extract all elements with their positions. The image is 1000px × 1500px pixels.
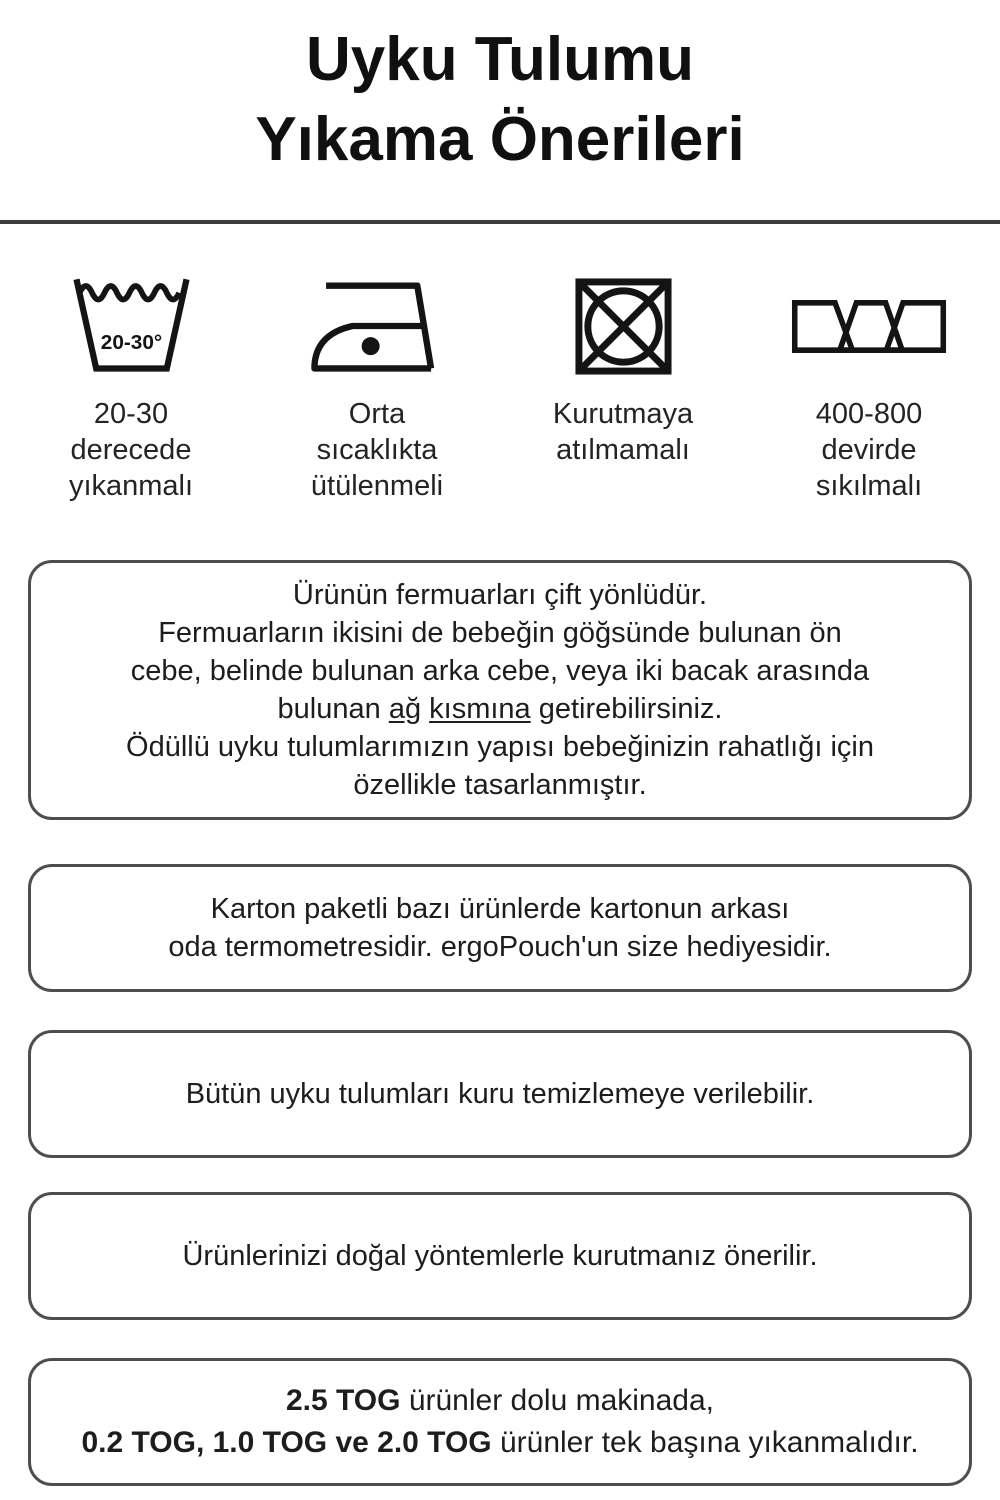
info-box-natural-drying [28,1192,972,1320]
iron-caption: Orta sıcaklıkta ütülenmeli [310,398,444,502]
page-title [0,0,1000,180]
care-item-iron [254,272,500,504]
no-tumble-dry-caption: Kurutmaya atılmamalı [552,398,694,466]
zippers-line-1: Ürünün fermuarları çift yönlüdür. [292,579,708,611]
zippers-line-5: Ödüllü uyku tulumlarımızın yapısı bebeğinizin rahatlığı için [126,731,874,763]
page-title-line-2: Yıkama Önerileri [255,105,745,174]
info-box-tog [28,1358,972,1486]
info-boxes [28,560,972,1486]
care-item-wring [746,272,992,504]
wash-tub-icon [69,272,194,381]
care-icons-row [0,272,1000,504]
zippers-line-6: özellikle tasarlanmıştır. [353,769,647,801]
page-title-line-1: Uyku Tulumu [305,25,695,94]
zippers-line-4: bulunan ağ kısmına getirebilirsiniz. [277,693,723,725]
info-box-dry-cleaning [28,1030,972,1158]
tog-line-1: 2.5 TOG ürünler dolu makinada, [285,1384,715,1417]
zippers-line-3: cebe, belinde bulunan arka cebe, veya iki bacak arasında [130,655,870,687]
thermometer-line-2: oda termometresidir. ergoPouch'un size hediyesidir. [168,931,832,963]
care-item-wash [8,272,254,504]
wash-caption: 20-30 derecede yıkanmalı [68,398,194,502]
tog-line-2: 0.2 TOG, 1.0 TOG ve 2.0 TOG ürünler tek başına yıkanmalıdır. [81,1426,919,1459]
info-box-zippers [28,560,972,820]
dry-cleaning-line-1: Bütün uyku tulumları kuru temizlemeye verilebilir. [185,1078,815,1110]
wring-caption: 400-800 devirde sıkılmalı [815,398,923,502]
iron-icon [307,277,447,375]
thermometer-line-1: Karton paketli bazı ürünlerde kartonun arkası [210,893,790,925]
care-item-no-tumble-dry [500,272,746,504]
wring-twist-icon [790,298,948,355]
wash-temp-label: 20-30° [100,330,162,354]
info-box-thermometer [28,864,972,992]
do-not-tumble-dry-icon [572,275,675,378]
natural-drying-line-1: Ürünlerinizi doğal yöntemlerle kurutmanız önerilir. [182,1240,818,1272]
divider-line [0,220,1000,224]
zippers-line-2: Fermuarların ikisini de bebeğin göğsünde bulunan ön [158,617,842,649]
